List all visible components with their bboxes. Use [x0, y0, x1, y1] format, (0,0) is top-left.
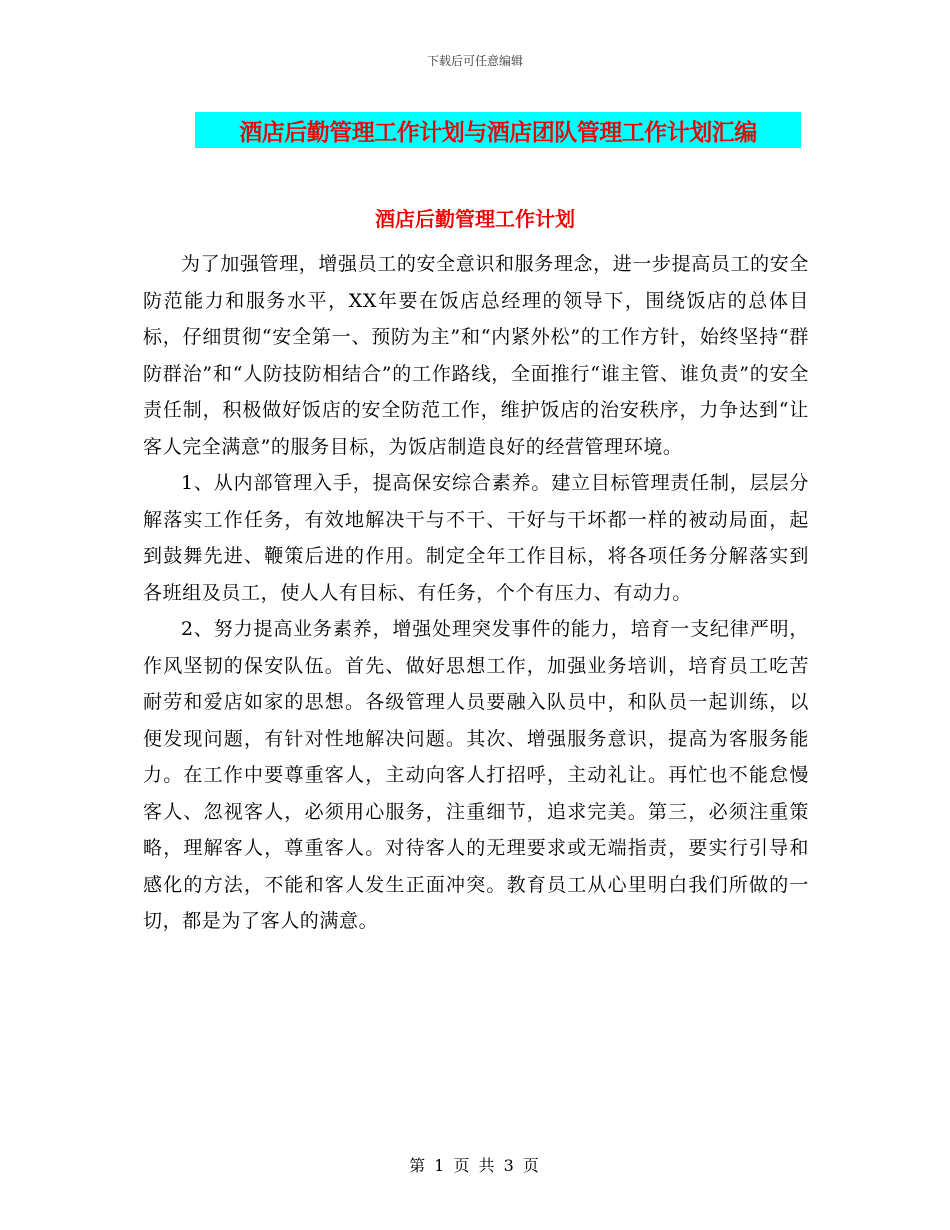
- paragraph-intro: 为了加强管理，增强员工的安全意识和服务理念，进一步提高员工的安全防范能力和服务水平，XX年要在饭店总经理的领导下，围绕饭店的总体目标，仔细贯彻“安全第一、预防为主”和“内紧外松”的工作方针，始终坚持“群防群治”和“人防技防相结合”的工作路线，全面推行“谁主管、谁负责”的安全责任制，积极做好饭店的安全防范工作，维护饭店的治安秩序，力争达到“让客人完全满意”的服务目标，为饭店制造良好的经营管理环境。: [143, 253, 809, 458]
- section-title: 酒店后勤管理工作计划: [375, 207, 575, 231]
- paragraph-item-2: 2、努力提高业务素养，增强处理突发事件的能力，培育一支纪律严明，作风坚韧的保安队伍。首先、做好思想工作，加强业务培训，培育员工吃苦耐劳和爱店如家的思想。各级管理人员要融入队员中，和队员一起训练，以便发现问题，有针对性地解决问题。其次、增强服务意识，提高为客服务能力。在工作中要尊重客人，主动向客人打招呼，主动礼让。再忙也不能怠慢客人、忽视客人，必须用心服务，注重细节，追求完美。第三，必须注重策略，理解客人，尊重客人。对待客人的无理要求或无端指责，要实行引导和感化的方法，不能和客人发生正面冲突。教育员工从心里明白我们所做的一切，都是为了客人的满意。: [143, 618, 809, 932]
- page-header-note: 下载后可任意编辑: [426, 54, 523, 68]
- document-title-highlight: [195, 112, 801, 148]
- page-number: 第 1 页 共 3 页: [409, 1156, 541, 1175]
- paragraph-item-1: 1、从内部管理入手，提高保安综合素养。建立目标管理责任制，层层分解落实工作任务，有效地解决干与不干、干好与干坏都一样的被动局面，起到鼓舞先进、鞭策后进的作用。制定全年工作目标，将各项任务分解落实到各班组及员工，使人人有目标、有任务，个个有压力、有动力。: [143, 472, 809, 604]
- document-body: [143, 246, 809, 940]
- document-title: 酒店后勤管理工作计划与酒店团队管理工作计划汇编: [239, 118, 757, 146]
